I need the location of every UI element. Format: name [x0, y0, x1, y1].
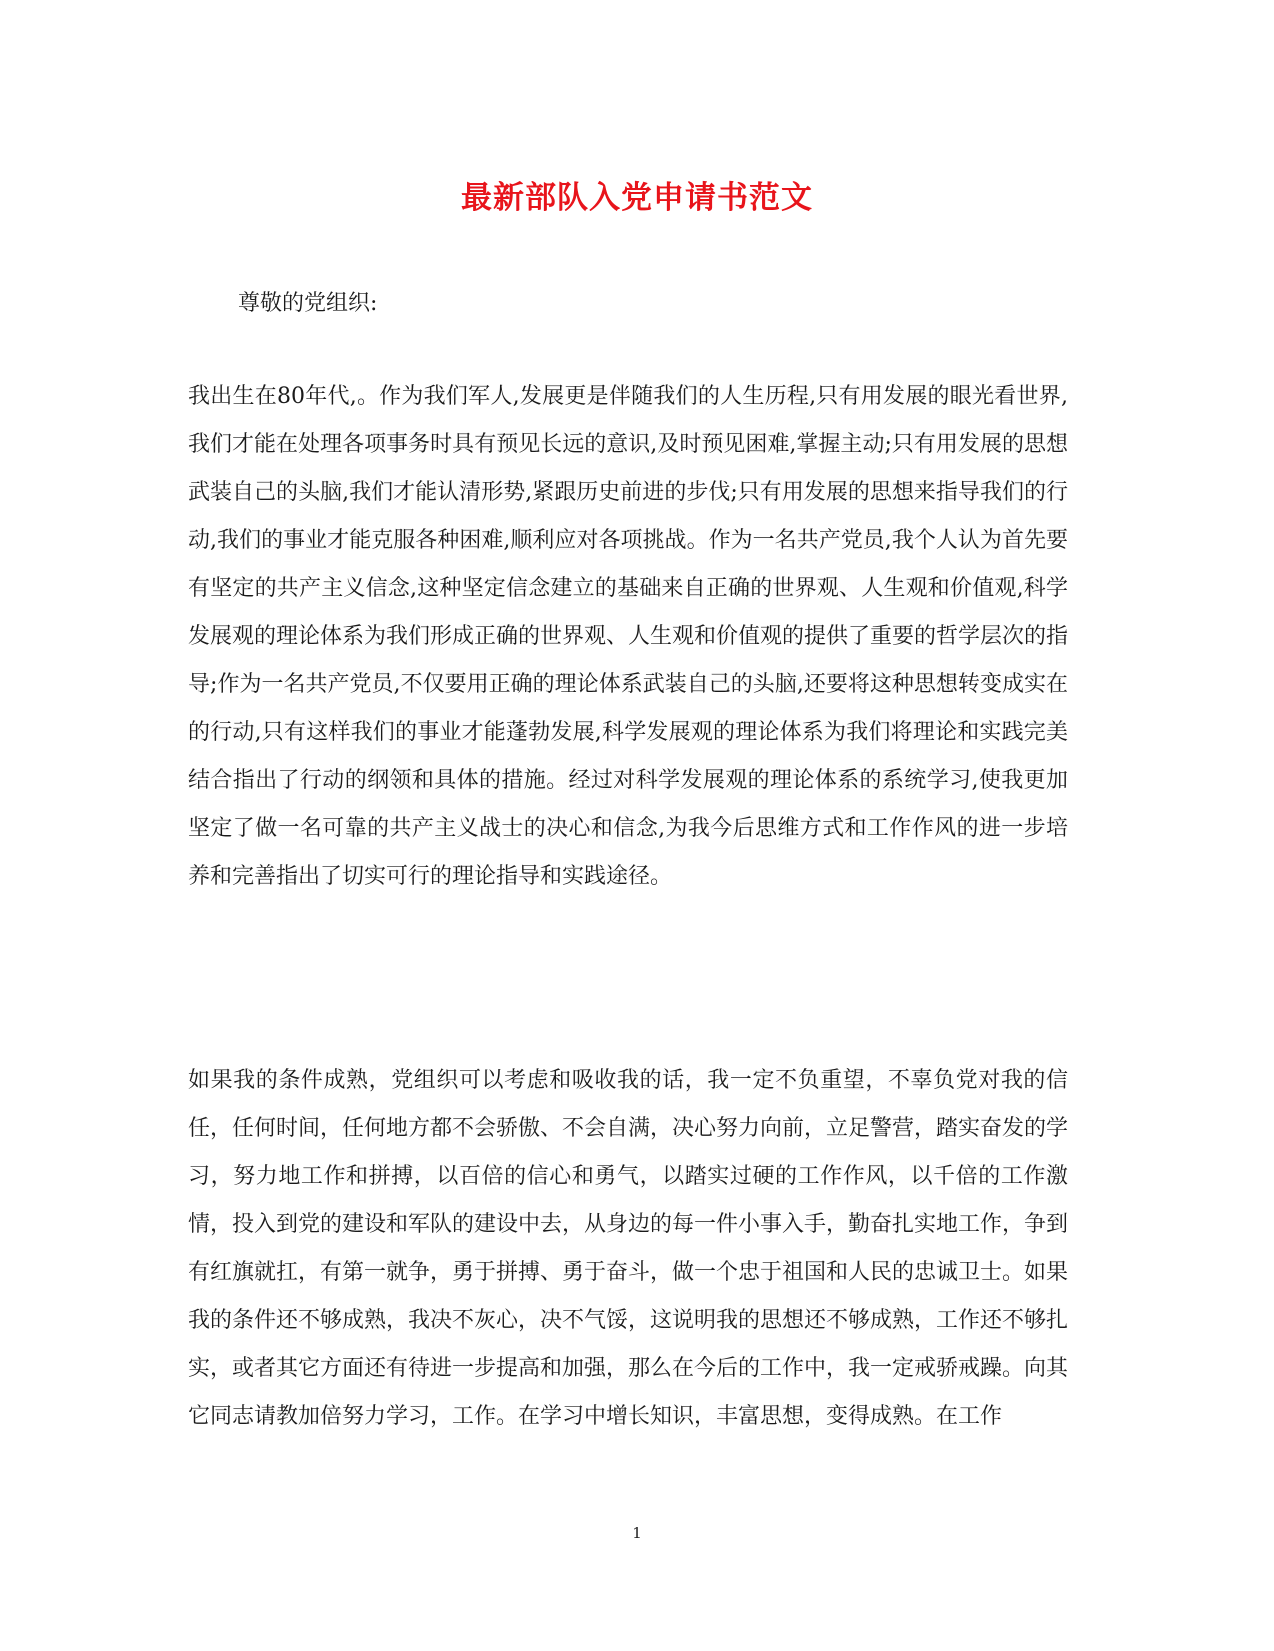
- page-number: 1: [632, 1524, 642, 1542]
- body-paragraph: 我出生在80年代,。作为我们军人,发展更是伴随我们的人生历程,只有用发展的眼光看世界,我们才能在处理各项事务时具有预见长远的意识,及时预见困难,掌握主动;只有用发展的思想武装自己的头脑,我们才能认清形势,紧跟历史前进的步伐;只有用发展的思想来指导我们的行动,我们的事业才能克服各种困难,顺利应对各项挑战。作为一名共产党员,我个人认为首先要有坚定的共产主义信念,这种坚定信念建立的基础来自正确的世界观、人生观和价值观,科学发展观的理论体系为我们形成正确的世界观、人生观和价值观的提供了重要的哲学层次的指导;作为一名共产党员,不仅要用正确的理论体系武装自己的头脑,还要将这种思想转变成实在的行动,只有这样我们的事业才能蓬勃发展,科学发展观的理论体系为我们将理论和实践完美结合指出了行动的纲领和具体的措施。经过对科学发展观的理论体系的系统学习,使我更加坚定了做一名可靠的共产主义战士的决心和信念,为我今后思维方式和工作作风的进一步培养和完善指出了切实可行的理论指导和实践途径。: [188, 384, 1069, 889]
- body-paragraph: 如果我的条件成熟，党组织可以考虑和吸收我的话，我一定不负重望，不辜负党对我的信任，任何时间，任何地方都不会骄傲、不会自满，决心努力向前，立足警营，踏实奋发的学习，努力地工作和拼搏，以百倍的信心和勇气，以踏实过硬的工作作风，以千倍的工作激情，投入到党的建设和军队的建设中去，从身边的每一件小事入手，勤奋扎实地工作，争到有红旗就扛，有第一就争，勇于拼搏、勇于奋斗，做一个忠于祖国和人民的忠诚卫士。如果我的条件还不够成熟，我决不灰心，决不气馁，这说明我的思想还不够成熟，工作还不够扎实，或者其它方面还有待进一步提高和加强，那么在今后的工作中，我一定戒骄戒躁。向其它同志请教加倍努力学习，工作。在学习中增长知识，丰富思想，变得成熟。在工作: [188, 1068, 1069, 1429]
- document-title: 最新部队入党申请书范文: [461, 180, 813, 216]
- salutation: 尊敬的党组织:: [238, 291, 378, 316]
